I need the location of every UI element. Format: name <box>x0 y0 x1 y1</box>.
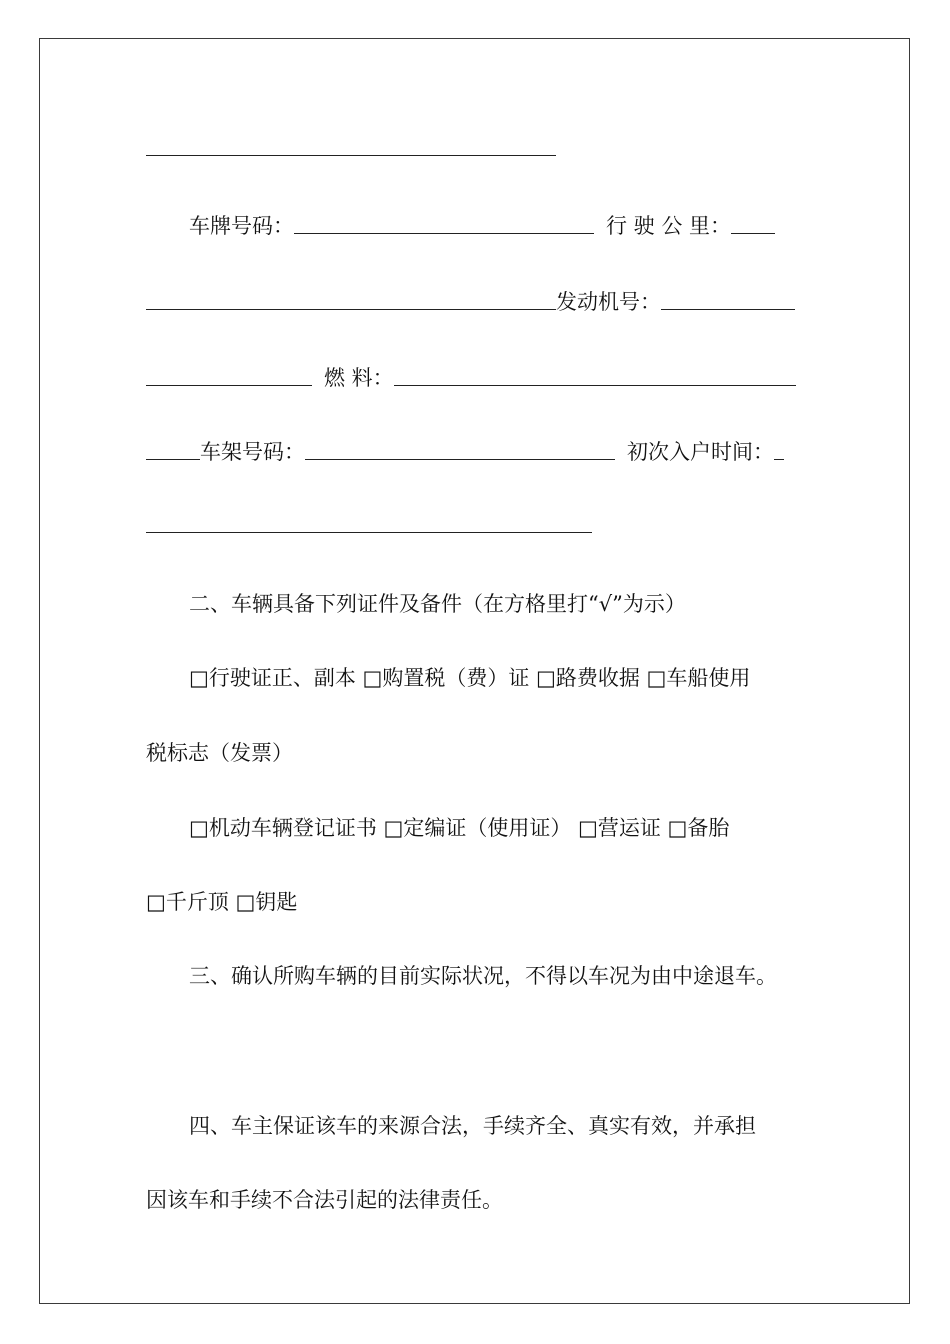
fuel-field-cont[interactable] <box>146 458 200 460</box>
plate-mileage-row <box>189 206 802 240</box>
section2-heading-text: 二、车辆具备下列证件及备件（在方格里打“√”为示） <box>189 592 686 616</box>
documents-row-2-text[interactable]: □机动车辆登记证书 □定编证（使用证） □营运证 □备胎 <box>189 816 730 840</box>
fuel-field[interactable] <box>394 384 796 386</box>
first-reg-label: 初次入户时间： <box>627 440 774 464</box>
documents-row-2 <box>189 808 802 842</box>
documents-row-1-cont-text: 税标志（发票） <box>146 741 293 765</box>
vin-field[interactable] <box>305 458 615 460</box>
section3 <box>189 956 802 990</box>
documents-row-2-cont <box>146 882 802 916</box>
engine-field[interactable] <box>661 308 795 310</box>
section3-text: 三、确认所购车辆的目前实际状况，不得以车况为由中途退车。 <box>189 964 777 988</box>
mileage-field[interactable] <box>731 232 775 234</box>
section4-line1-text: 四、车主保证该车的来源合法，手续齐全、真实有效，并承担 <box>189 1114 756 1138</box>
documents-row-2-cont-text[interactable]: □千斤顶 □钥匙 <box>146 890 298 914</box>
mileage-field-cont[interactable] <box>146 308 556 310</box>
fuel-row <box>146 358 802 392</box>
engine-field-cont[interactable] <box>146 384 312 386</box>
section4-line1 <box>189 1106 802 1140</box>
blank-field[interactable] <box>146 154 556 156</box>
blank-line-top <box>146 128 802 162</box>
section4-line2 <box>146 1180 802 1214</box>
first-reg-field[interactable] <box>774 458 784 460</box>
mileage-label: 行 驶 公 里： <box>606 214 732 238</box>
engine-label: 发动机号： <box>556 290 661 314</box>
plate-field[interactable] <box>294 232 594 234</box>
first-reg-field-cont[interactable] <box>146 531 592 533</box>
section2-heading <box>189 584 802 618</box>
first-reg-row-cont <box>146 505 802 539</box>
documents-row-1-text[interactable]: □行驶证正、副本 □购置税（费）证 □路费收据 □车船使用 <box>189 666 751 690</box>
vin-label: 车架号码： <box>200 440 305 464</box>
documents-row-1-cont <box>146 733 802 767</box>
vin-row <box>146 432 802 466</box>
plate-label: 车牌号码： <box>189 214 294 238</box>
documents-row-1 <box>189 658 802 692</box>
section4-line2-text: 因该车和手续不合法引起的法律责任。 <box>146 1188 503 1212</box>
fuel-label: 燃 料： <box>324 366 394 390</box>
engine-row <box>146 282 802 316</box>
